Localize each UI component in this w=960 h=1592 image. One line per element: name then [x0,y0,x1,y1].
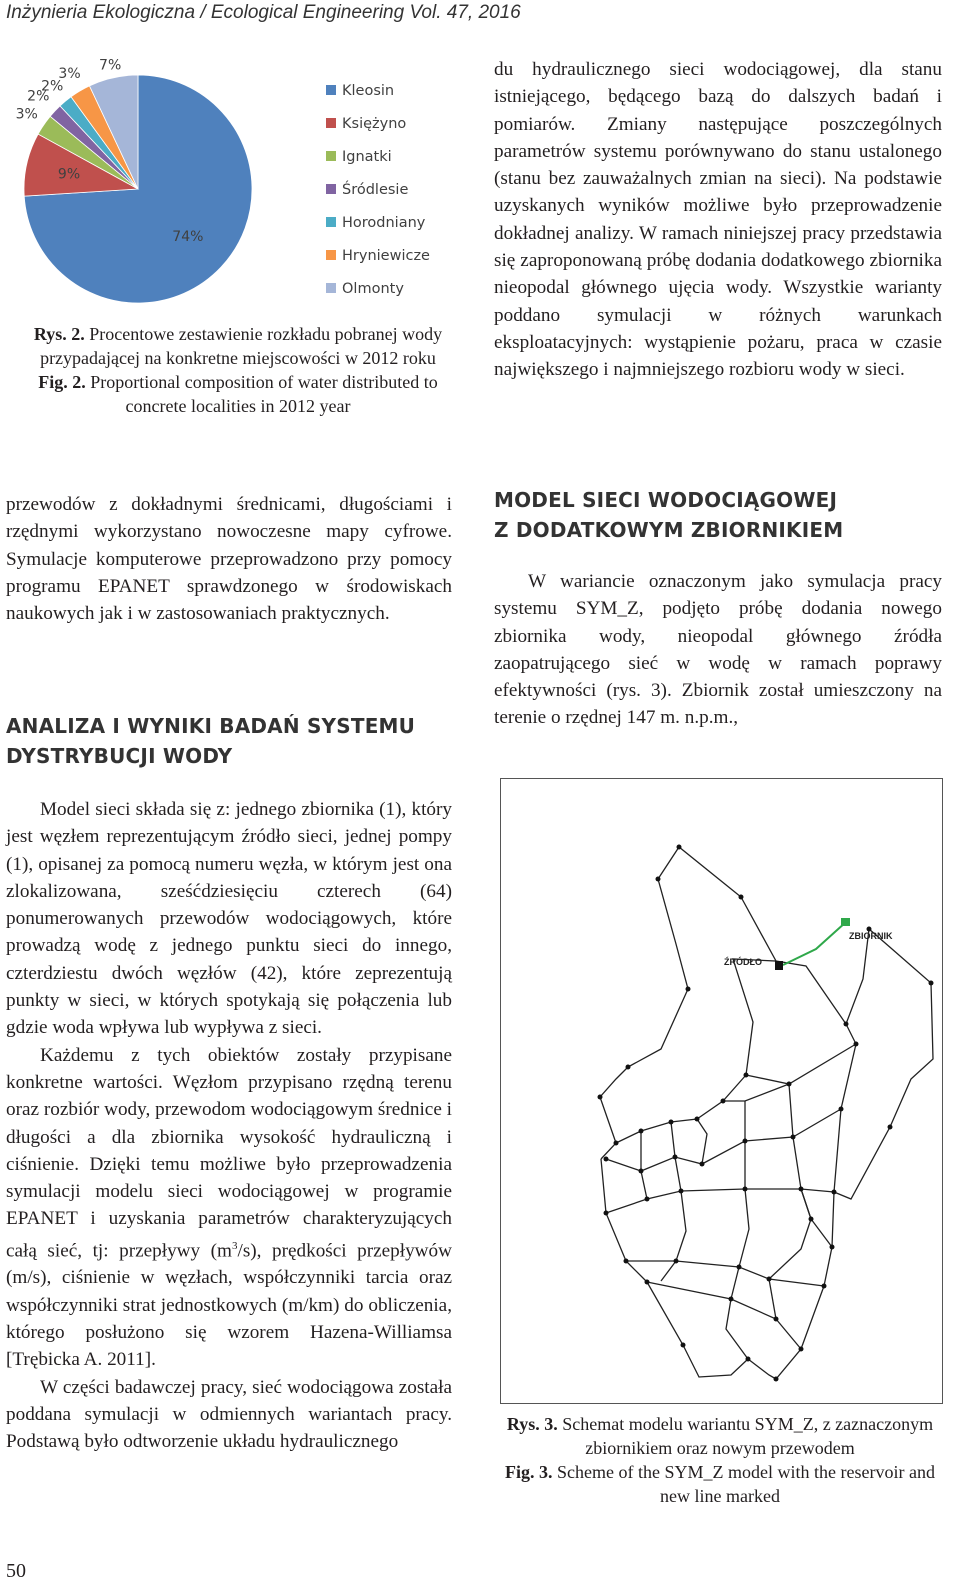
figure2-caption-en [18,370,458,418]
pipe [769,1279,776,1319]
figure2-label-pl: Rys. 2. [33,324,85,344]
heading-line: ANALIZA I WYNIKI BADAŃ SYSTEMU [6,714,416,738]
pie-legend [326,83,430,297]
node [614,1141,619,1146]
legend-swatch [326,85,336,95]
legend-swatch [326,250,336,260]
legend-label: Hryniewicze [342,248,430,264]
legend-swatch [326,184,336,194]
tank-marker [841,918,850,926]
paragraph: przewodów z dokładnymi średnicami, długościami i rzędnymi wykorzystano nowoczesne mapy cyfrowe. Symulacje komputerowe przeprowadzono przy pomocy programu EPANET sprawdzonego w środowiskach naukowych jak i w zastosowaniach praktycznych. [6,494,452,625]
left-column-continued [6,491,452,627]
figure2-label-en: Fig. 2. [38,372,86,392]
figure3-caption-pl [496,1412,944,1460]
node [645,1280,650,1285]
pipe [824,1044,856,1286]
legend-swatch [326,151,336,161]
section-heading-analysis [6,711,452,771]
network-pipes [600,847,933,1379]
pipe [600,1067,628,1159]
heading-line: DYSTRYBUCJI WODY [6,744,233,768]
right-column-continued [494,56,942,384]
figure2-text-pl: Procentowe zestawienie rozkładu pobranej wody przypadającej na konkretne miejscowości w 2012 roku [40,324,443,368]
pie-slice-label: 7% [99,57,122,74]
pipe [626,1261,824,1286]
node [721,1099,726,1104]
legend-label: Księżyno [342,116,407,132]
node [604,1211,609,1216]
paragraph: W wariancie oznaczonym jako symulacja pracy systemu SYM_Z, podjęto próbę dodania nowego zbiornika wody, nieopodal głównego źródła zaopatrującego sieć w wodę w ramach poprawy efektywności (rys. 3). Zbiornik został umieszczony na terenie o rzędnej 147 m. n.p.m., [494,571,942,729]
figure2-caption-pl [18,322,458,370]
pipe [616,1075,746,1143]
legend-label: Horodniany [342,215,426,231]
node [774,1317,779,1322]
node [767,1277,772,1282]
legend-swatch [326,118,336,128]
node [729,1297,734,1302]
figure3-caption-en [496,1460,944,1508]
node [743,1139,748,1144]
node [809,1217,814,1222]
superscript: 3 [231,1239,238,1252]
pipe [628,879,688,1067]
node [839,1107,844,1112]
legend-label: Śródlesie [342,182,409,198]
pipe [746,1044,856,1084]
pipe [776,961,846,1024]
paragraph [6,1042,452,1374]
node [677,845,682,850]
pie-slice-label: 2% [41,78,64,95]
tank-label: ZBIORNIK [849,931,893,941]
node [799,1347,804,1352]
pipe [769,1219,811,1279]
node [674,1259,679,1264]
node [639,1129,644,1134]
source-marker [775,961,783,970]
heading-line: Z DODATKOWYM ZBIORNIKIEM [494,518,844,542]
node [626,1065,631,1070]
pie-slices [24,75,252,303]
node [929,981,934,986]
paragraph-text: Każdemu z tych obiektów zostały przypisane konkretne wartości. Węzłom przypisano rzędną terenu oraz rozbiór wody, przewodom wodociągowym średnice i długości a dla zbiornika wysokość hydrauliczną i ciśnienie. Dzięki temu możliwe było przeprowadzenia symulacji modelu sieci wodociągowej w programie EPANET i uzyskania parametrów charakteryzujących całą sieć, tj: przepływy (m [6,1044,452,1262]
pipe [748,1286,824,1379]
node [822,1284,827,1289]
node [791,1135,796,1140]
pie-slice-label: 2% [27,88,50,105]
pipe [647,1282,748,1377]
legend-label: Kleosin [342,83,395,99]
pipe [846,929,869,1044]
node [656,877,661,882]
node [695,1117,700,1122]
pipe [801,1189,832,1247]
page-number: 50 [6,1560,26,1582]
node [799,1187,804,1192]
paragraph-text: /s), prędkości przepływów (m/s), ciśnienie w węzłach, współczynniki tarcia oraz współczynniki strat jednostkowych (m/km) do obliczenia, którego posłużono się wzorem Hazena-Williamsa [Trębicka A. 2011]. [6,1240,452,1371]
legend-swatch [326,217,336,227]
node [854,1042,859,1047]
left-column-body [6,796,452,1456]
pipe [647,1282,801,1349]
pipe [641,1131,647,1199]
pie-slice-label: 3% [58,66,81,83]
pipe [834,1127,890,1199]
pipe [661,1191,686,1281]
figure3-caption [496,1412,944,1508]
node [645,1197,650,1202]
network-figure [500,778,943,1404]
running-header: Inżynieria Ekologiczna / Ecological Engineering Vol. 47, 2016 [6,2,521,23]
node [787,1082,792,1087]
figure2-text-en: Proportional composition of water distributed to concrete localities in 2012 year [90,372,438,416]
node [700,1162,705,1167]
pipe [789,1084,811,1219]
node [679,1189,684,1194]
legend-label: Ignatki [342,149,392,165]
node [686,987,691,992]
legend-label: Olmonty [342,281,404,297]
figure3-text-pl: Schemat modelu wariantu SYM_Z, z zaznaczonym zbiornikiem oraz nowym przewodem [562,1414,934,1458]
node [830,1245,835,1250]
paragraph: Model sieci składa się z: jednego zbiornika (1), który jest węzłem reprezentującym źródło sieci, jednej pompy (1), opisanej za pomocą numeru węzła, w którym jest ona zlokalizowana, sześćdziesięciu czterech (64) ponumerowanych przewodów wodociągowych, które prowadzą wodę z jednego punktu sieci do innego, czterdziestu dwóch węzłów (42), które zeprezentują punkty w sieci, w których spotykają się połączenia lub gdzie woda wpływa lub wypływa z sieci. [6,799,452,1039]
pipe [606,1189,834,1213]
figure3-label-en: Fig. 3. [505,1462,553,1482]
figure2-caption [18,322,458,418]
new-pipe [783,922,846,965]
node [737,1265,742,1270]
pie-slice-label: 74% [172,228,204,245]
source-label: ŹRÓDŁO [724,957,762,967]
legend-swatch [326,283,336,293]
node [774,1377,779,1382]
pipe [697,1119,707,1164]
node [604,1157,609,1162]
node [832,1190,837,1195]
network-diagram [501,779,942,1403]
pipe [726,1299,748,1359]
node [639,1169,644,1174]
node [669,1120,674,1125]
pie-slice-label: 3% [15,106,38,123]
node [624,1259,629,1264]
pie-chart [15,55,460,315]
paragraph: du hydraulicznego sieci wodociągowej, dla stanu istniejącego, będącego bazą do dalszych badań i pomiarów. Zmiany następujące poszczególnych parametrów systemu porównywano do stanu ustalonego (stanu bez zauważalnych zmian na sieci). Na podstawie uzyskanych wyników możliwe było przeprowadzenie dokładnej analizy. W ramach niniejszej pracy przedstawia się zaproponowaną próbę dodania dodatkowego zbiornika nieopodal głównego ujęcia wody. Wszystkie warianty poddano symulacji w różnych warunkach eksploatacyjnych: wystąpienie pożaru, praca w czasie największego i najmniejszego rozbioru wody w sieci. [494,59,942,381]
node [598,1095,603,1100]
node [681,1343,686,1348]
right-column-body [494,568,942,732]
pipe [869,929,933,1127]
figure3-text-en: Scheme of the SYM_Z model with the reservoir and new line marked [557,1462,935,1506]
section-heading-model [494,485,942,545]
node [746,1357,751,1362]
figure3-label-pl: Rys. 3. [506,1414,558,1434]
heading-line: MODEL SIECI WODOCIĄGOWEJ [494,488,838,512]
node [739,895,744,900]
node [844,1022,849,1027]
pipe [723,1084,789,1101]
network-nodes [598,845,934,1382]
node [673,1155,678,1160]
pipe [731,1189,749,1299]
pipe [601,1159,647,1282]
pie-slice-label: 9% [57,166,81,183]
paragraph: W części badawczej pracy, sieć wodociągowa została poddana symulacji w odmiennych wariantach pracy. Podstawą było odtworzenie układu hydraulicznego [6,1376,452,1453]
node [888,1125,893,1130]
node [743,1187,748,1192]
node [744,1073,749,1078]
